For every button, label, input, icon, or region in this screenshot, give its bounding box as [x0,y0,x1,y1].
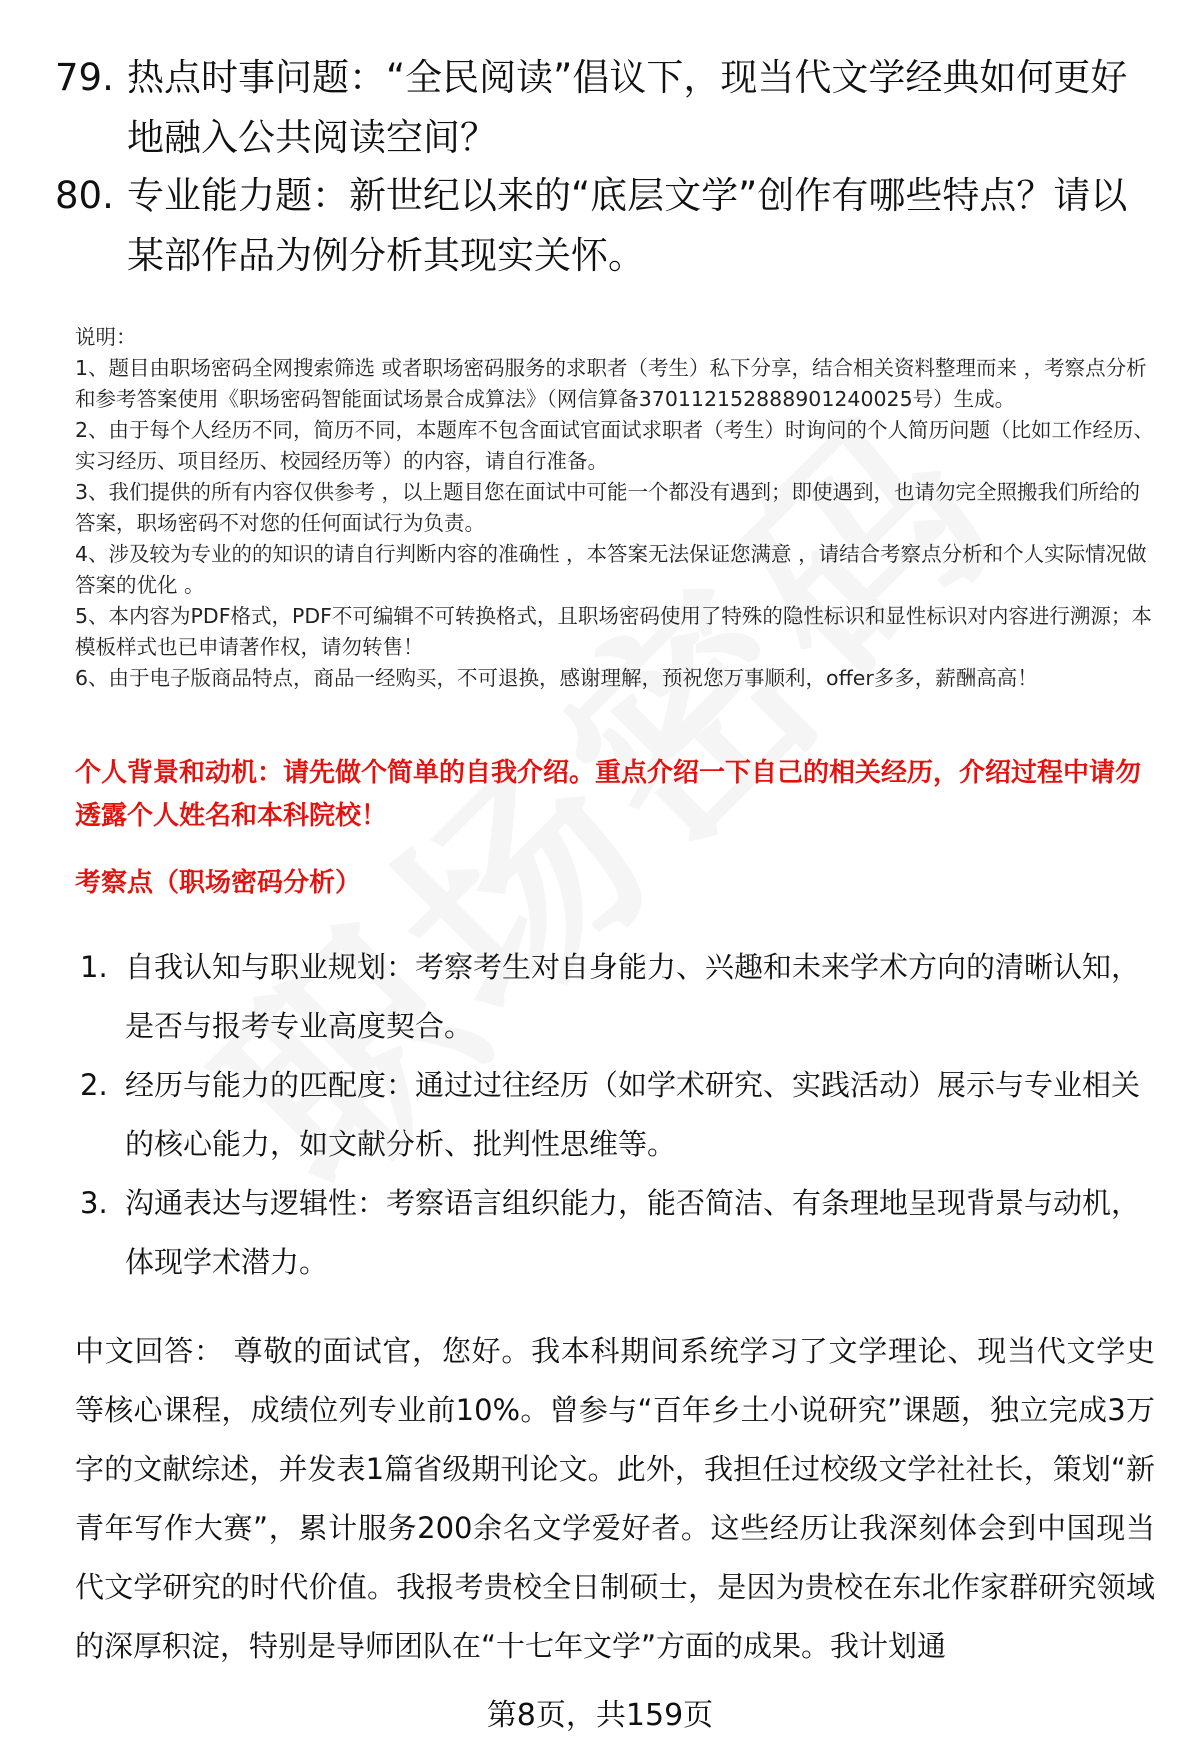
point-number: 3. [80,1186,108,1220]
point-text: 自我认知与职业规划：考察考生对自身能力、兴趣和未来学术方向的清晰认知，是否与报考专业高度契合。 [125,950,1141,1043]
point-text: 经历与能力的匹配度：通过过往经历（如学术研究、实践活动）展示与专业相关的核心能力，如文献分析、批判性思维等。 [125,1068,1141,1161]
interview-question-heading: 个人背景和动机：请先做个简单的自我介绍。重点介绍一下自己的相关经历，介绍过程中请勿透露个人姓名和本科院校！ [75,758,1142,831]
note-item: 4、涉及较为专业的的知识的请自行判断内容的准确性 ，本答案无法保证您满意 ，请结合考察点分析和个人实际情况做答案的优化 。 [75,542,1147,597]
question-number: 79. [55,56,114,99]
analysis-point [80,1056,1140,1174]
notes-title: 说明： [75,325,137,349]
question-text: 热点时事问题：“全民阅读”倡议下，现当代文学经典如何更好地融入公共阅读空间？ [127,56,1128,159]
answer-text: 中文回答： 尊敬的面试官，您好。我本科期间系统学习了文学理论、现当代文学史等核心课程，成绩位列专业前10%。曾参与“百年乡土小说研究”课题，独立完成3万字的文献综述，并发表1篇省级期刊论文。此外，我担任过校级文学社社长，策划“新青年写作大赛”，累计服务200余名文学爱好者。这些经历让我深刻体会到中国现当代文学研究的时代价值。我报考贵校全日制硕士，是因为贵校在东北作家群研究领域的深厚积淀，特别是导师团队在“十七年文学”方面的成果。我计划通 [75,1334,1155,1663]
question-79 [55,48,1155,168]
analysis-point [80,938,1140,1056]
analysis-points [80,938,1140,1292]
question-80 [55,166,1155,286]
note-item: 6、由于电子版商品特点，商品一经购买，不可退换，感谢理解，预祝您万事顺利，offer多多，薪酬高高！ [75,666,1038,690]
analysis-point [80,1174,1140,1292]
point-text: 沟通表达与逻辑性：考察语言组织能力，能否简洁、有条理地呈现背景与动机，体现学术潜力。 [125,1186,1141,1279]
note-item: 2、由于每个人经历不同，简历不同，本题库不包含面试官面试求职者（考生）时询问的个人简历问题（比如工作经历、实习经历、项目经历、校园经历等）的内容，请自行准备。 [75,418,1155,473]
point-number: 2. [80,1068,108,1102]
note-item: 3、我们提供的所有内容仅供参考 ，以上题目您在面试中可能一个都没有遇到；即使遇到，也请勿完全照搬我们所给的答案，职场密码不对您的任何面试行为负责。 [75,480,1141,535]
note-item: 5、本内容为PDF格式，PDF不可编辑不可转换格式，且职场密码使用了特殊的隐性标识和显性标识对内容进行溯源；本模板样式也已申请著作权，请勿转售！ [75,604,1152,659]
page-footer: 第8页，共159页 [486,1698,714,1733]
analysis-heading: 考察点（职场密码分析） [75,868,362,898]
question-number: 80. [55,174,114,217]
point-number: 1. [80,950,108,984]
note-item: 1、题目由职场密码全网搜索筛选 或者职场密码服务的求职者（考生）私下分享，结合相关资料整理而来 ，考察点分析和参考答案使用《职场密码智能面试场景合成算法》（网信算备370112152888901240025号）生成。 [75,356,1147,411]
notes-section [75,322,1155,694]
question-text: 专业能力题：新世纪以来的“底层文学”创作有哪些特点？请以某部作品为例分析其现实关怀。 [127,174,1128,277]
